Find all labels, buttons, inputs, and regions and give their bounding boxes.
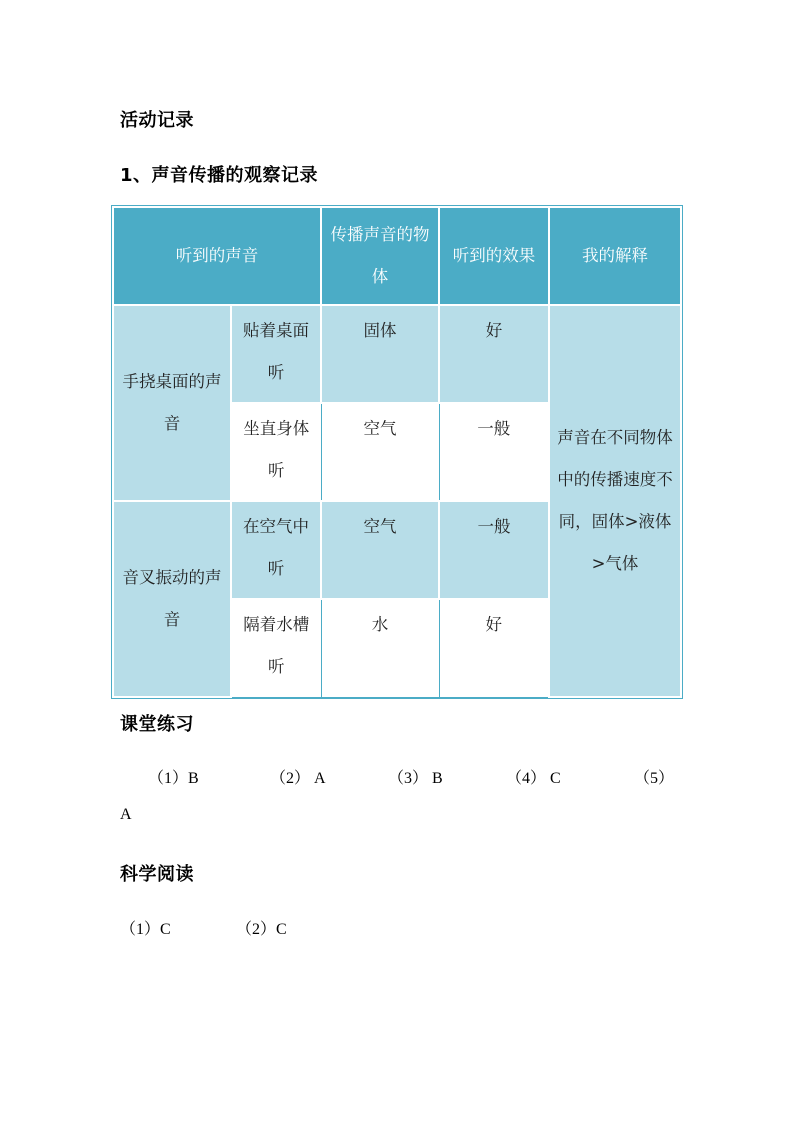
header-explanation: 我的解释 (549, 207, 681, 305)
medium-cell: 水 (321, 599, 439, 697)
method-cell: 在空气中听 (231, 501, 321, 599)
practice-answer: （1）B (148, 770, 199, 787)
effect-cell: 好 (439, 599, 549, 697)
section-title-practice: 课堂练习 (120, 714, 194, 735)
section-title-reading: 科学阅读 (120, 864, 194, 885)
method-cell: 坐直身体听 (231, 403, 321, 501)
explanation-cell: 声音在不同物体中的传播速度不同，固体>液体>气体 (549, 305, 681, 697)
method-cell: 隔着水槽听 (231, 599, 321, 697)
effect-cell: 好 (439, 305, 549, 403)
section-title-activity: 活动记录 (120, 110, 194, 131)
practice-answer: （2） A (270, 770, 326, 787)
medium-cell: 空气 (321, 403, 439, 501)
group-label: 手挠桌面的声音 (113, 305, 231, 501)
header-heard-sound: 听到的声音 (113, 207, 321, 305)
practice-answer: （5） (634, 770, 675, 787)
group-label: 音叉振动的声音 (113, 501, 231, 697)
practice-answer: A (120, 806, 132, 823)
subsection-title-observation: 1、声音传播的观察记录 (120, 165, 319, 186)
medium-cell: 空气 (321, 501, 439, 599)
practice-answer: （3） B (388, 770, 443, 787)
effect-cell: 一般 (439, 501, 549, 599)
reading-answer: （2）C (236, 921, 287, 938)
header-effect: 听到的效果 (439, 207, 549, 305)
reading-answer: （1）C (120, 921, 171, 938)
practice-answer: （4） C (506, 770, 561, 787)
observation-table (112, 206, 682, 698)
effect-cell: 一般 (439, 403, 549, 501)
header-medium: 传播声音的物体 (321, 207, 439, 305)
method-cell: 贴着桌面听 (231, 305, 321, 403)
medium-cell: 固体 (321, 305, 439, 403)
